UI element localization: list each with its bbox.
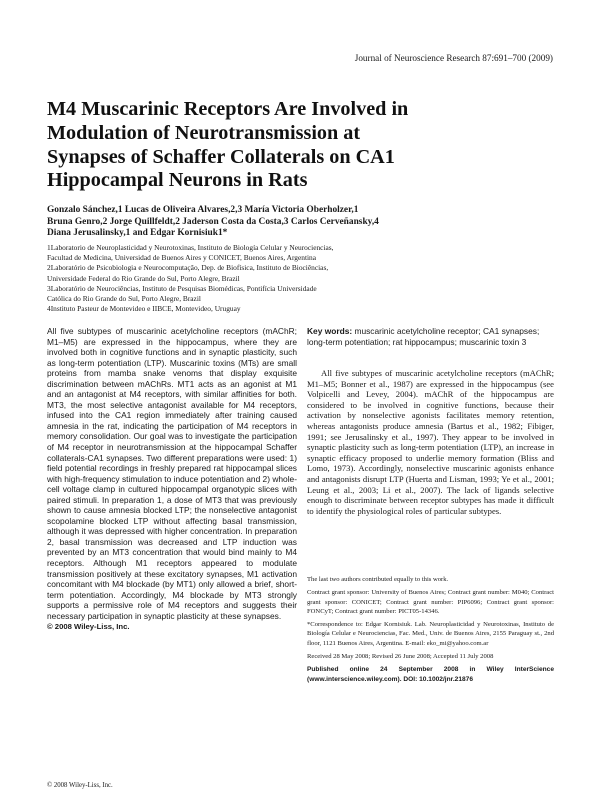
abstract [47,326,297,633]
keywords [307,326,554,347]
affiliation-line: 4Instituto Pasteur de Montevideo e IIBCE, Montevideo, Uruguay [47,304,241,314]
affiliation-list [47,243,547,314]
abstract-copyright: © 2008 Wiley-Liss, Inc. [47,622,130,632]
keywords-text: muscarinic acetylcholine receptor; CA1 synapses; long-term potentiation; rat hippocampus; muscarinic toxin 3 [307,326,540,347]
footnote-published: Published online 24 September 2008 in Wiley InterScience (www.interscience.wiley.com). DOI: 10.1002/jnr.21876 [307,666,554,683]
footnote-equal-contribution: The last two authors contributed equally to this work. [307,576,449,583]
journal-header: Journal of Neuroscience Research 87:691–700 (2009) [354,53,553,63]
title-line: Modulation of Neurotransmission at [47,121,361,144]
affiliation-line: Facultad de Medicina, Universidad de Buenos Aires y CONICET, Buenos Aires, Argentina [47,253,317,263]
keywords-label: Key words: [307,326,353,336]
footnote-dates: Received 28 May 2008; Revised 26 June 2008; Accepted 11 July 2008 [307,652,494,660]
author-line: Gonzalo Sánchez,1 Lucas de Oliveira Alvares,2,3 María Victoria Oberholzer,1 [47,205,359,215]
title-line: Synapses of Schaffer Collaterals on CA1 [47,145,395,168]
footnote-correspondence: *Correspondence to: Edgar Kornisiuk. Lab. Neuroplasticidad y Neurotoxinas, Instituto de Biología Celular e Neurociencias, Fac. Med., Univ. de Buenos Aires, 2155 Paraguay st., 2nd floor, 1121 Buenos Aires, Argentina. E-mail: eko_mi@yahoo.com.ar [307,621,554,647]
affiliation-line: Universidade Federal do Rio Grande do Sul, Porto Alegre, Brazil [47,273,240,283]
affiliation-line: 1Laboratorio de Neuroplasticidad y Neurotoxinas, Instituto de Biología Celular y Neurociencias, [47,243,334,252]
page-copyright: © 2008 Wiley-Liss, Inc. [47,782,113,789]
title-line: M4 Muscarinic Receptors Are Involved in [47,98,409,120]
author-line: Bruna Genro,2 Jorge Quillfeldt,2 Jaderson Costa da Costa,3 Carlos Cerveñansky,4 [47,216,379,227]
title-line: Hippocampal Neurons in Rats [47,169,308,192]
footnote-grant: Contract grant sponsor: University of Buenos Aires; Contract grant number: M040; Contract grant sponsor: CONICET; Contract grant number: PIP6096; Contract grant sponsor: FONCyT; Contract grant number: PICT05-14346. [307,589,554,615]
author-line: Diana Jerusalinsky,1 and Edgar Kornisiuk1* [47,228,228,239]
footnotes [307,575,554,688]
affiliation-line: 3Laboratório de Neurociências, Instituto de Pesquisas Biomédicas, Pontifícia Universidade [47,283,317,293]
article-title [47,98,507,193]
affiliation-line: 2Laboratório de Psicobiologia e Neurocomputação, Dep. de Biofísica, Instituto de Biociências, [47,263,329,273]
abstract-text: All five subtypes of muscarinic acetylcholine receptors (mAChR; M1–M5) are expressed in the hippocampus, where they are involved both in cognitive functions and in synaptic plasticity, such as long-term potentiation (LTP). Muscarinic toxins (MTs) are small proteins from mamba snake venoms that display exquisite discrimination between mAChRs. MT1 acts as an agonist at M1 and an antagonist at M4 receptors, with similar affinities for both. MT3, the most selective antagonist available for M4 receptors, infused into the CA1 region immediately after training caused amnesia in the rat, indicating the participation of M4 receptors in memory consolidation. Our goal was to investigate the participation of M4 receptor in neurotransmission at the hippocampal Schaffer collaterals-CA1 synapses. Two different preparations were used: 1) field potential recordings in freshly prepared rat hippocampal slices with high-frequency stimulation to induce potentiation and 2) whole-cell voltage clamp in cultured hippocampal organotypic slices with paired stimuli. In preparation 1, a dose of MT3 that was previously shown to cause amnesia blocked LTP; the nonselective antagonist scopolamine blocked LTP without affecting basal transmission, although it was depressed with higher concentration. In preparation 2, basal transmission was decreased and LTP induction was prevented by an MT3 concentration that would bind mainly to M4 receptors. Although M1 receptors appeared to modulate transmission positively at these excitatory synapses, M1 activation concomitant with M4 blockade (by MT1) only allowed a brief, short-term potentiation. Accordingly, M4 blockade by MT3 strongly supports a permissive role of M4 receptors and suggests their necessary participation in synaptic plasticity at these synapses. [47,326,298,621]
introduction-paragraph: All five subtypes of muscarinic acetylcholine receptors (mAChR; M1–M5; Bonner et al., 1987) are expressed in the hippocampus (see Volpicelli and Levey, 2004). mAChR of the hippocampus are considered to be involved in cognitive functions, because their activation by nonselective agonists facilitates memory retention, whereas antagonists produce amnesia (Bartus et al., 1982; Fibiger, 1991; see Jerusalinsky et al., 1997). They appear to be involved in synaptic plasticity such as long-term potentiation (LTP), an increase in synaptic efficacy proposed to underlie memory formation (Bliss and Lomo, 1973). Accordingly, nonselective muscarinic agonists enhance and antagonists disrupt LTP (Huerta and Lisman, 1993; Ye et al., 2001; Leung et al., 2003; Li et al., 2007). The lack of ligands selective enough to discriminate between receptor subtypes has made it difficult to identify the physiological roles of particular subtypes. [307,368,554,516]
affiliation-line: Católica do Rio Grande do Sul, Porto Alegre, Brazil [47,294,201,304]
author-list [47,205,547,240]
